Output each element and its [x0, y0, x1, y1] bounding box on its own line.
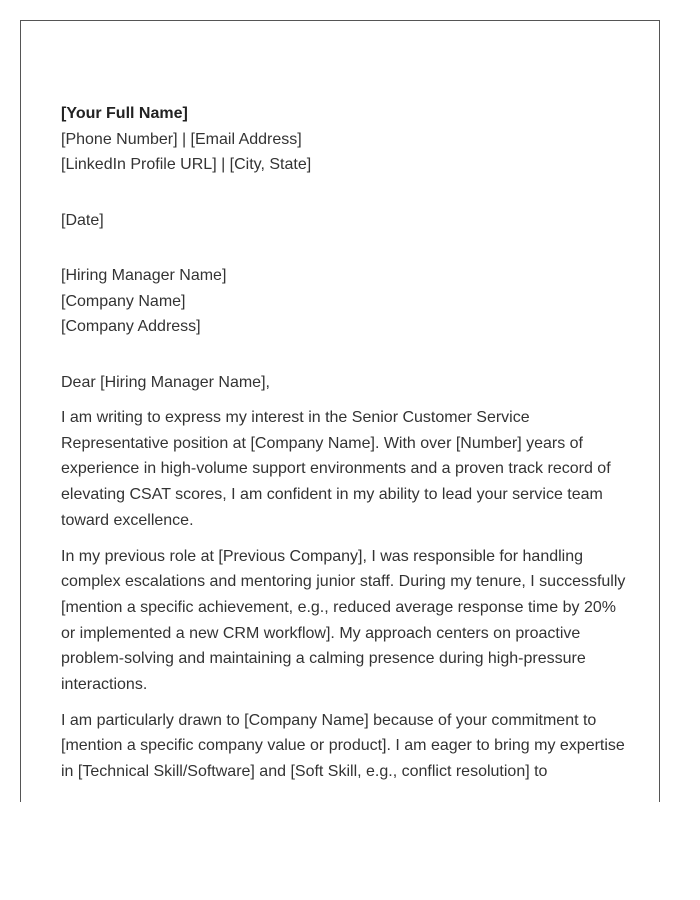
recipient-manager: [Hiring Manager Name]: [61, 267, 227, 284]
spacer: [61, 340, 633, 370]
letter-date: [Date]: [61, 211, 104, 229]
salutation: Dear [Hiring Manager Name],: [61, 373, 270, 391]
body-paragraph-3: I am particularly drawn to [Company Name] because of your commitment to [mention a specific company value or product]. I am eager to bring my expertise in [Technical Skill/Software] and [Soft Skill, e.g., conflict resolution] to: [61, 711, 625, 781]
cover-letter-body: [61, 101, 633, 795]
sender-name: [Your Full Name]: [61, 105, 188, 122]
recipient-company: [Company Name]: [61, 292, 186, 310]
body-paragraph-2: In my previous role at [Previous Company], I was responsible for handling complex escalations and mentoring junior staff. During my tenure, I successfully [mention a specific achievement, e.g., reduced average response time by 20% or implemented a new CRM workflow]. My approach centers on proactive problem-solving and maintaining a calming presence during high-pressure interactions.: [61, 547, 626, 694]
sender-profile-line: [LinkedIn Profile URL] | [City, State]: [61, 156, 312, 173]
recipient-address: [Company Address]: [61, 318, 201, 335]
spacer: [61, 233, 633, 263]
spacer: [61, 178, 633, 208]
document-page: [20, 20, 660, 802]
body-paragraph-1: I am writing to express my interest in the Senior Customer Service Representative position at [Company Name]. With over [Number] years of experience in high-volume support environments and a proven track record of elevating CSAT scores, I am confident in my ability to lead your service team toward excellence.: [61, 409, 611, 529]
sender-contact-line: [Phone Number] | [Email Address]: [61, 130, 302, 148]
